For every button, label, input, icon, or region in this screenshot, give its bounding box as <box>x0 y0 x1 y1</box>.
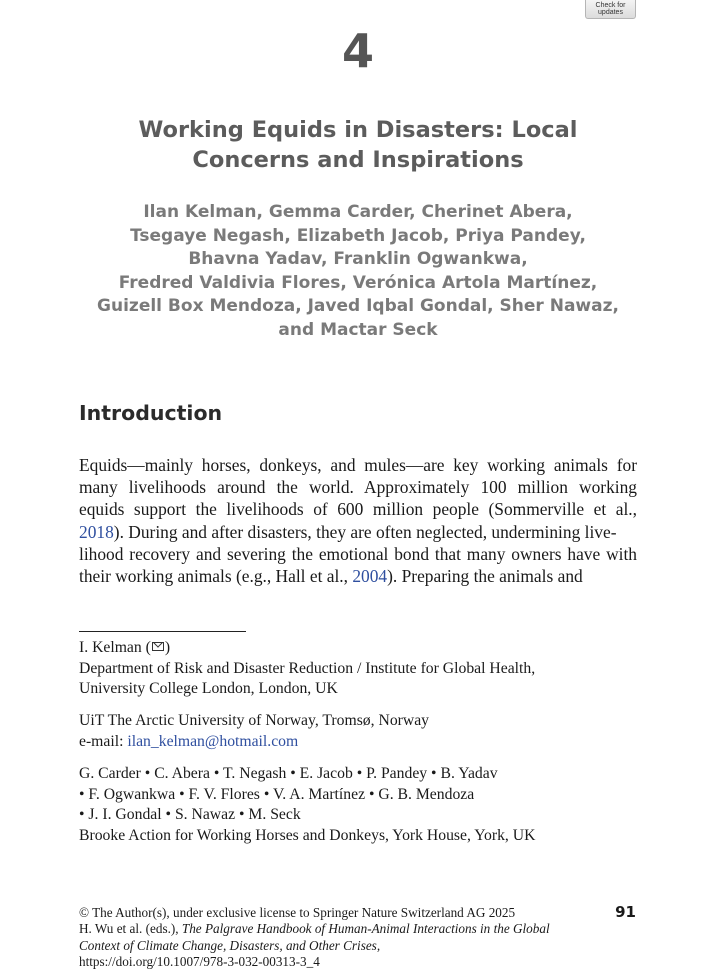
affiliation-line: Department of Risk and Disaster Reduction / Institute for Global Health, <box>79 659 536 677</box>
doi-link[interactable]: https://doi.org/10.1007/978-3-032-00313-3_4 <box>79 954 320 970</box>
chapter-number: 4 <box>341 24 374 78</box>
coauthors-line: G. Carder • C. Abera • T. Negash • E. Jacob • P. Pandey • B. Yadav <box>79 765 498 782</box>
second-affiliation-block <box>79 711 679 752</box>
badge-line-1: Check for <box>595 2 626 9</box>
email-link[interactable]: ilan_kelman@hotmail.com <box>127 732 299 750</box>
copyright-block <box>79 905 559 971</box>
body-line: equids support the livelihoods of 600 million people (Sommerville et al., <box>79 499 637 520</box>
page-number: 91 <box>615 903 636 921</box>
affiliation-line: UiT The Arctic University of Norway, Tromsø, Norway <box>79 712 430 729</box>
footnote-divider <box>79 631 246 632</box>
book-title: The Palgrave Handbook of Human-Animal Interactions in the Global <box>181 921 550 937</box>
body-line <box>79 565 637 587</box>
author-line: Fredred Valdivia Flores, Verónica Artola Martínez, <box>118 272 598 293</box>
body-line-text: their working animals (e.g., Hall et al., <box>79 566 353 587</box>
introduction-paragraph <box>79 454 637 587</box>
coauthors-line: • F. Ogwankwa • F. V. Flores • V. A. Martínez • G. B. Mendoza <box>79 785 475 803</box>
chapter-title-line-1: Working Equids in Disasters: Local <box>138 117 578 143</box>
author-line: Bhavna Yadav, Franklin Ogwankwa, <box>188 249 528 270</box>
body-line: many livelihoods around the world. Approximately 100 million working <box>79 477 637 498</box>
body-line <box>79 521 637 543</box>
author-line: Tsegaye Negash, Elizabeth Jacob, Priya Pandey, <box>130 225 586 246</box>
citation-link-2004[interactable]: 2004 <box>352 566 388 587</box>
body-line: lihood recovery and severing the emotional bond that many owners have with <box>79 543 637 564</box>
author-line: and Mactar Seck <box>278 319 438 340</box>
citation-line <box>79 921 559 937</box>
affiliation-line: University College London, London, UK <box>79 680 338 698</box>
copyright-line: © The Author(s), under exclusive license to Springer Nature Switzerland AG 2025 <box>79 905 516 920</box>
author-list <box>60 201 656 343</box>
corresponding-author <box>79 638 679 659</box>
author-name: I. Kelman ( <box>79 639 151 656</box>
editors: H. Wu et al. (eds.), <box>79 921 182 937</box>
corresponding-author-block <box>79 638 679 700</box>
email-label: e-mail: <box>79 732 128 750</box>
book-title-cont: Context of Climate Change, Disasters, and Other Crises, <box>79 937 381 953</box>
coauthors-block <box>79 764 679 846</box>
author-line: Ilan Kelman, Gemma Carder, Cherinet Abera, <box>143 202 573 222</box>
author-line: Guizell Box Mendoza, Javed Iqbal Gondal, Sher Nawaz, <box>97 296 619 317</box>
author-name-close: ) <box>164 639 171 656</box>
badge-line-2: updates <box>598 9 623 16</box>
coauthors-line: • J. I. Gondal • S. Nawaz • M. Seck <box>79 806 301 824</box>
body-line-text: ). Preparing the animals and <box>387 566 583 587</box>
chapter-title-line-2: Concerns and Inspirations <box>192 147 524 173</box>
check-for-updates-badge[interactable] <box>585 0 636 19</box>
body-line-text: ). During and after disasters, they are often neglected, undermining live- <box>113 521 617 542</box>
citation-line <box>79 938 559 954</box>
chapter-title <box>80 115 636 175</box>
citation-link-2018[interactable]: 2018 <box>79 521 114 542</box>
email-line <box>79 732 679 753</box>
envelope-icon <box>152 642 164 651</box>
coauthors-affiliation: Brooke Action for Working Horses and Donkeys, York House, York, UK <box>79 826 536 844</box>
section-heading-introduction: Introduction <box>79 401 223 425</box>
body-line: Equids—mainly horses, donkeys, and mules—are key working animals for <box>79 455 637 475</box>
